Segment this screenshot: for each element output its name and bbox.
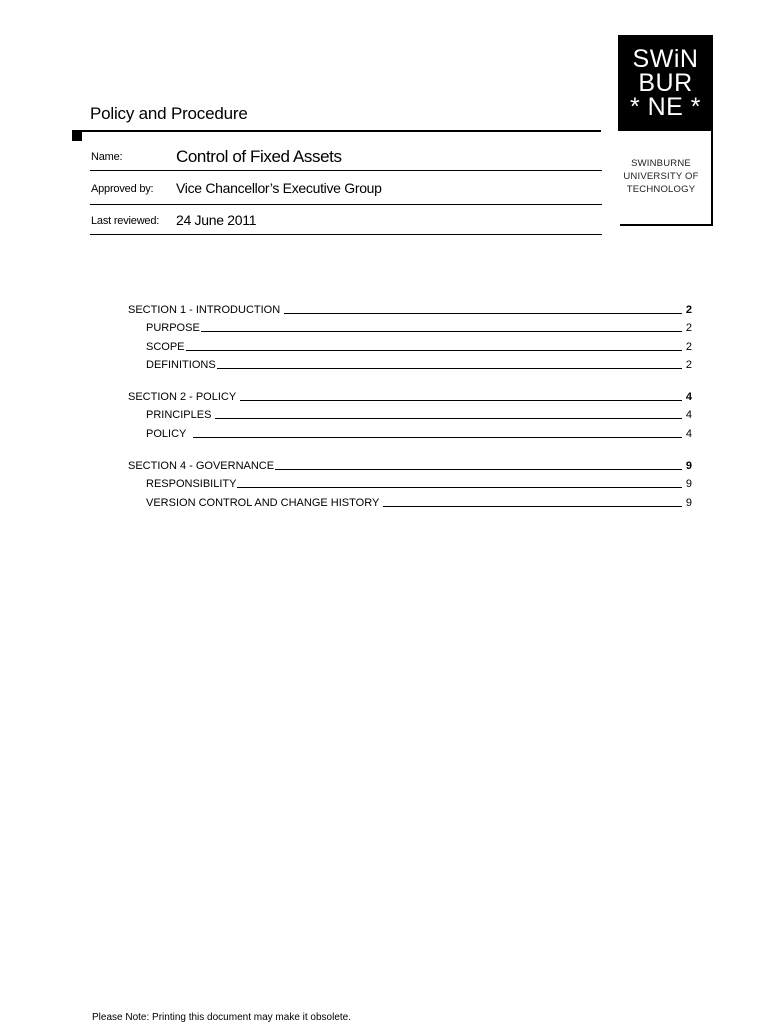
toc-section-policy[interactable] xyxy=(128,391,692,409)
toc-label: POLICY xyxy=(146,427,193,440)
name-rule xyxy=(90,170,602,171)
toc-item-version-control[interactable] xyxy=(128,497,692,515)
toc-leader xyxy=(215,418,682,419)
university-name-line-3: TECHNOLOGY xyxy=(626,184,696,195)
toc-section-introduction[interactable] xyxy=(128,304,692,322)
toc-page-number: 9 xyxy=(685,460,692,473)
toc-leader xyxy=(201,331,682,332)
toc-page-number: 4 xyxy=(685,427,692,440)
toc-page-number: 2 xyxy=(685,304,692,316)
toc-spacer xyxy=(128,446,692,460)
toc-page-number: 9 xyxy=(685,478,692,491)
toc-label: SECTION 4 - GOVERNANCE xyxy=(128,460,275,473)
university-name xyxy=(612,157,710,196)
header-rule-top xyxy=(82,130,601,132)
name-label: Name: xyxy=(91,151,123,163)
toc-leader xyxy=(275,469,682,470)
logo-line-3: * NE * xyxy=(629,93,702,121)
toc-item-definitions[interactable] xyxy=(128,359,692,377)
toc-page-number: 4 xyxy=(685,391,692,404)
heading-marker xyxy=(72,130,82,141)
logo-line-2: BUR xyxy=(638,69,693,97)
last-reviewed-label: Last reviewed: xyxy=(91,215,160,227)
toc-page-number: 2 xyxy=(685,322,692,335)
approved-by-label: Approved by: xyxy=(91,183,154,195)
logo-frame-bottom xyxy=(620,224,713,226)
logo-frame-right xyxy=(711,131,713,226)
toc-label: RESPONSIBILITY xyxy=(146,478,237,491)
toc-label: PURPOSE xyxy=(146,322,200,335)
university-name-line-2: UNIVERSITY OF xyxy=(623,171,699,182)
toc-leader xyxy=(383,506,682,507)
toc-label: SECTION 2 - POLICY xyxy=(128,391,240,404)
toc-label: SCOPE xyxy=(146,340,185,353)
document-name: Control of Fixed Assets xyxy=(176,147,342,166)
toc-leader xyxy=(237,487,682,488)
toc-leader xyxy=(284,313,682,314)
toc-page-number: 2 xyxy=(685,340,692,353)
document-type-heading: Policy and Procedure xyxy=(90,104,248,123)
swinburne-logo xyxy=(618,35,713,131)
logo-line-1: SWiN xyxy=(632,45,699,73)
toc-page-number: 9 xyxy=(685,496,692,509)
approved-by-value: Vice Chancellor’s Executive Group xyxy=(176,180,382,196)
toc-leader xyxy=(217,368,682,369)
footer-note: Please Note: Printing this document may make it obsolete. xyxy=(92,1012,352,1023)
toc-page-number: 2 xyxy=(685,358,692,371)
toc-leader xyxy=(186,350,682,351)
toc-item-policy[interactable] xyxy=(128,428,692,446)
toc-item-responsibility[interactable] xyxy=(128,478,692,496)
last-reviewed-rule xyxy=(90,234,602,235)
toc-item-principles[interactable] xyxy=(128,409,692,427)
table-of-contents xyxy=(128,304,692,515)
approved-by-rule xyxy=(90,204,602,205)
toc-item-scope[interactable] xyxy=(128,341,692,359)
toc-leader xyxy=(193,437,682,438)
toc-leader xyxy=(240,400,682,401)
university-name-line-1: SWINBURNE xyxy=(631,158,691,169)
toc-label: VERSION CONTROL AND CHANGE HISTORY xyxy=(146,496,383,509)
toc-label: PRINCIPLES xyxy=(146,409,215,422)
toc-label: DEFINITIONS xyxy=(146,358,216,371)
toc-spacer xyxy=(128,377,692,391)
toc-section-governance[interactable] xyxy=(128,460,692,478)
last-reviewed-value: 24 June 2011 xyxy=(176,212,257,228)
toc-page-number: 4 xyxy=(685,409,692,422)
toc-item-purpose[interactable] xyxy=(128,322,692,340)
toc-label: SECTION 1 - INTRODUCTION xyxy=(128,304,284,316)
